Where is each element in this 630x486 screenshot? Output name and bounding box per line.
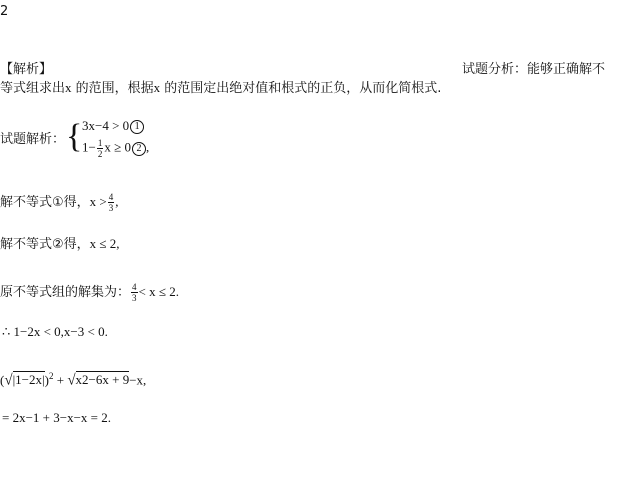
hint-line2b: 的范围，根据 xyxy=(71,81,154,96)
hint-line2a: 等式组求出 xyxy=(0,81,66,96)
hint-line2c: 的范围定出绝对值和根式的正负，从而化简根式. xyxy=(160,81,442,96)
hint-x-variable: x xyxy=(65,80,72,95)
inequality-2: 1− $\frac{1}{2}$ x ≥ 0 2 , xyxy=(82,138,150,159)
analysis-hint-heading xyxy=(462,62,605,78)
hint-x-variable: x xyxy=(153,80,161,95)
analysis-hint-continuation xyxy=(0,80,441,97)
circled-number-2: 2 xyxy=(132,142,146,156)
circled-number-1: 1 xyxy=(130,120,144,134)
sqrt-symbol: √ xyxy=(4,372,13,389)
step-4: ∴ 1−2x < 0,x−3 < 0. xyxy=(2,324,108,339)
step-1: 解不等式①得，x > $\frac{4}{3}$ , xyxy=(0,192,119,213)
inequality-1: 3x−4 > 0 1 xyxy=(82,118,144,134)
step-2: 解不等式②得，x ≤ 2, xyxy=(0,236,120,252)
step-3: 原不等式组的解集为： $\frac{4}{3}$ < x ≤ 2. xyxy=(0,282,179,303)
fraction-one-half: $\frac{1}{2}$ xyxy=(97,138,103,159)
solution-label: 试题解析： xyxy=(0,132,66,147)
system-brace: { xyxy=(66,118,83,155)
hint-label: 试题分析： xyxy=(462,62,528,77)
fraction-four-thirds: $\frac{4}{3}$ xyxy=(108,192,114,213)
question-number: 2 xyxy=(0,4,9,19)
fraction-four-thirds: $\frac{4}{3}$ xyxy=(132,282,137,303)
hint-line1: 能够正确解不 xyxy=(527,62,606,77)
sqrt-symbol: √ xyxy=(67,372,76,389)
radical-expression: $(√|1-2x|)^2 + √x2-6x + 9-x$, xyxy=(0,371,147,389)
final-result: = 2x−1 + 3−x−x = 2. xyxy=(2,410,111,425)
analysis-title: 【解析】 xyxy=(0,62,53,77)
